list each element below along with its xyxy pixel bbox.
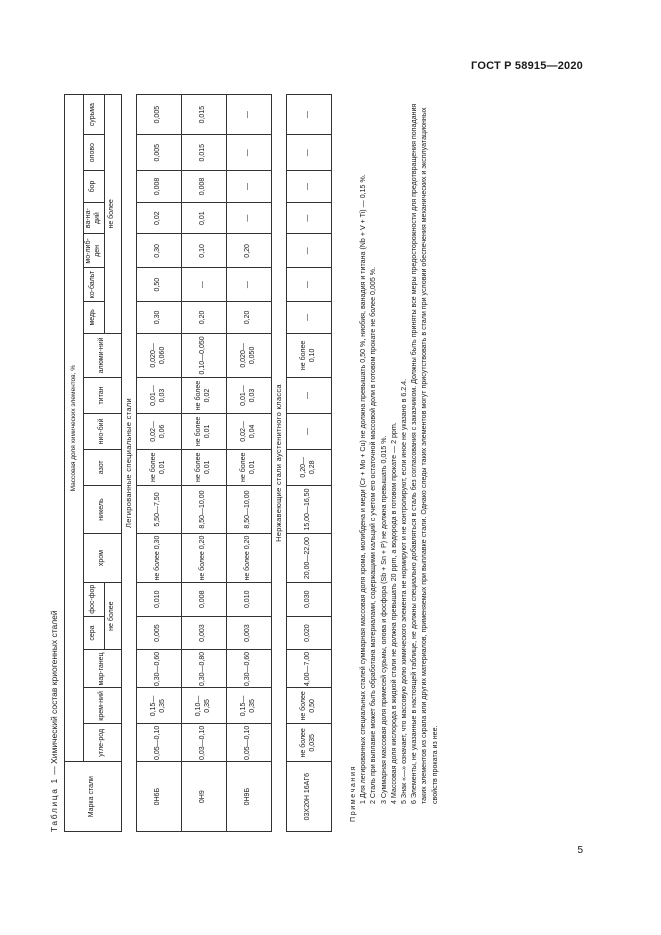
cell-value: 0,50 [136, 268, 181, 302]
cell-grade: 0Н9 [181, 762, 226, 832]
col-header-molybdenum: мо-либ-ден [84, 234, 105, 268]
cell-value: 0,20—0,28 [286, 449, 331, 485]
note-5: 5 Знак «—» означает, что массовую долю химического элемента не нормируют и не контролируют, если иное не указано в 6.2.4. [400, 378, 409, 804]
table-caption [46, 610, 62, 832]
group-header: Массовая доля химических элементов, % [65, 95, 84, 762]
cell-value: 0,010 [136, 582, 181, 616]
cell-value: 0,02—0,06 [136, 413, 181, 449]
rotated-content [46, 94, 498, 832]
standard-header: ГОСТ Р 58915—2020 [471, 60, 583, 72]
cell-value: 0,10—0,35 [181, 688, 226, 724]
cell-value: 0,008 [181, 582, 226, 616]
cell-value: 0,05—0,10 [226, 724, 271, 762]
cell-value: 0,015 [181, 135, 226, 171]
cell-value: не более 0,10 [286, 333, 331, 377]
cell-value: 0,010 [226, 582, 271, 616]
cell-value: 0,003 [226, 616, 271, 650]
cell-value: 0,020—0,050 [226, 333, 271, 377]
cell-value: 0,30—0,60 [136, 650, 181, 688]
cell-value: не более 0,50 [286, 688, 331, 724]
col-header-nitrogen: азот [84, 449, 122, 485]
cell-value: — [286, 135, 331, 171]
cell-value: не более 0,01 [136, 449, 181, 485]
cell-value: не более 0,02 [181, 378, 226, 414]
cell-value: 0,30 [136, 302, 181, 334]
cell-value: 0,30—0,80 [181, 650, 226, 688]
cell-value: — [226, 202, 271, 234]
cell-value: 5,50—7,50 [136, 485, 181, 534]
cell-value: — [286, 171, 331, 203]
col-header-grade: Марка стали [65, 762, 122, 832]
cell-value: не более 0,01 [181, 413, 226, 449]
cell-value: 0,008 [181, 171, 226, 203]
cell-value: 0,01—0,03 [136, 378, 181, 414]
cell-grade: 03Х20Н 16АГ6 [286, 762, 331, 832]
col-header-vanadium: ва-на-дий [84, 202, 105, 234]
cell-value: — [226, 171, 271, 203]
table-row [226, 95, 271, 832]
cell-value: 0,020 [286, 616, 331, 650]
cell-value: 0,15—0,35 [136, 688, 181, 724]
cell-value: 0,005 [136, 95, 181, 135]
cell-value: — [226, 95, 271, 135]
note-3: 3 Суммарная массовая доля примесей сурьмы, олова и фосфора (Sb + Sn + P) не должна превышать 0,015 %. [379, 435, 388, 804]
cell-value: — [286, 234, 331, 268]
table-caption-text: — Химический состав криогенных сталей [49, 610, 59, 775]
note-2: 2 Сталь при выплавке может быть обработана материалами, содержащими кальций с учетом его остаточной массовой доли в готовом прокате не более 0,005 %. [369, 266, 378, 804]
section-title-austenitic: Нержавеющие стали аустенитного класса [271, 95, 286, 832]
cell-value: не более 0,01 [181, 449, 226, 485]
section-title-alloy: Легированные специальные стали [121, 95, 136, 832]
col-header-tin: олово [84, 135, 105, 171]
cell-value: 0,008 [136, 171, 181, 203]
cell-value: 0,10—0,050 [181, 333, 226, 377]
cell-value: 0,005 [136, 616, 181, 650]
col-header-phosphorus: фос-фор [84, 582, 105, 616]
col-header-chromium: хром [84, 534, 122, 583]
col-header-boron: бор [84, 171, 105, 203]
page-number: 5 [577, 845, 583, 856]
table-row [286, 95, 331, 832]
col-header-carbon: угле-род [84, 724, 122, 762]
cell-grade: 0Н9Б [226, 762, 271, 832]
cell-value: — [286, 268, 331, 302]
cell-value: — [286, 202, 331, 234]
cell-value: 20,00—22,00 [286, 534, 331, 583]
cell-value: 15,00—16,50 [286, 485, 331, 534]
cell-value: 0,015 [181, 95, 226, 135]
cell-grade: 0Н6Б [136, 762, 181, 832]
cell-value: 0,02—0,04 [226, 413, 271, 449]
cell-value: 0,02 [136, 202, 181, 234]
cell-value: 8,50—10,00 [181, 485, 226, 534]
cell-value: 0,30—0,60 [226, 650, 271, 688]
cell-value: — [226, 268, 271, 302]
cell-value: — [286, 413, 331, 449]
table-notes [348, 94, 440, 832]
note-1: 1 Для легированных специальных сталей суммарная массовая доля хрома, молибдена и меди (Cr + Mo + Cu) не должна превышать 0,50 %, ниобия, ванадия и титана (Nb + V + Ti) — 0,15 %. [359, 174, 368, 804]
table-row [136, 95, 181, 832]
table-caption-label: Таблица 1 [49, 777, 59, 832]
rotated-table-area [46, 94, 498, 832]
cell-value: 0,15—0,35 [226, 688, 271, 724]
cell-value: — [286, 95, 331, 135]
table-row [181, 95, 226, 832]
cell-value: 0,01—0,03 [226, 378, 271, 414]
cell-value: 0,030 [286, 582, 331, 616]
cell-value: не более 0,30 [136, 534, 181, 583]
cell-value: 0,003 [181, 616, 226, 650]
col-header-silicon: крем-ний [84, 688, 122, 724]
cell-value: не более 0,20 [181, 534, 226, 583]
cell-value: — [286, 378, 331, 414]
col-header-manganese: мар-ганец [84, 650, 122, 688]
note-4: 4 Массовая доля кислорода в жидкой стали не должна превышать 20 ppm, а водорода в готовом прокате — 2 ppm. [389, 422, 398, 804]
chemical-composition-table [64, 94, 332, 832]
cell-value: 0,005 [136, 135, 181, 171]
col-header-copper: медь [84, 302, 105, 334]
subheader-not-more-1: не более [104, 582, 121, 650]
cell-value: 0,05—0,10 [136, 724, 181, 762]
col-header-cobalt: ко-бальт [84, 268, 105, 302]
cell-value: не более 0,20 [226, 534, 271, 583]
col-header-titanium: титан [84, 378, 122, 414]
cell-value: — [226, 135, 271, 171]
note-6: 6 Элементы, не указанные в настоящей таблице, не должны специально добавляться в сталь без согласования с заказчиком. Должны быть приняты все меры предосторожности для предотвращения попадания таких элементов из скрапа или других материалов, применяемых при выплавке стали. Однако следы таких элементов могут присутствовать в стали при условии обеспечения механических и эксплуатационных свойств проката из нее. [410, 103, 439, 804]
cell-value: не более 0,01 [226, 449, 271, 485]
cell-value: 0,03—0,10 [181, 724, 226, 762]
subheader-not-more-2: не более [104, 95, 121, 334]
col-header-sulfur: сера [84, 616, 105, 650]
cell-value: 4,00—7,00 [286, 650, 331, 688]
cell-value: — [286, 302, 331, 334]
notes-title: Примечания [349, 765, 357, 822]
cell-value: 0,020—0,060 [136, 333, 181, 377]
col-header-aluminum: алюми-ний [84, 333, 122, 377]
col-header-nickel: никель [84, 485, 122, 534]
cell-value: 8,50—10,00 [226, 485, 271, 534]
col-header-antimony: сурьма [84, 95, 105, 135]
cell-value: 0,01 [181, 202, 226, 234]
cell-value: 0,10 [181, 234, 226, 268]
col-header-niobium: нио-бий [84, 413, 122, 449]
cell-value: 0,20 [226, 302, 271, 334]
cell-value: 0,20 [226, 234, 271, 268]
cell-value: 0,30 [136, 234, 181, 268]
cell-value: не более 0,035 [286, 724, 331, 762]
cell-value: 0,20 [181, 302, 226, 334]
cell-value: — [181, 268, 226, 302]
